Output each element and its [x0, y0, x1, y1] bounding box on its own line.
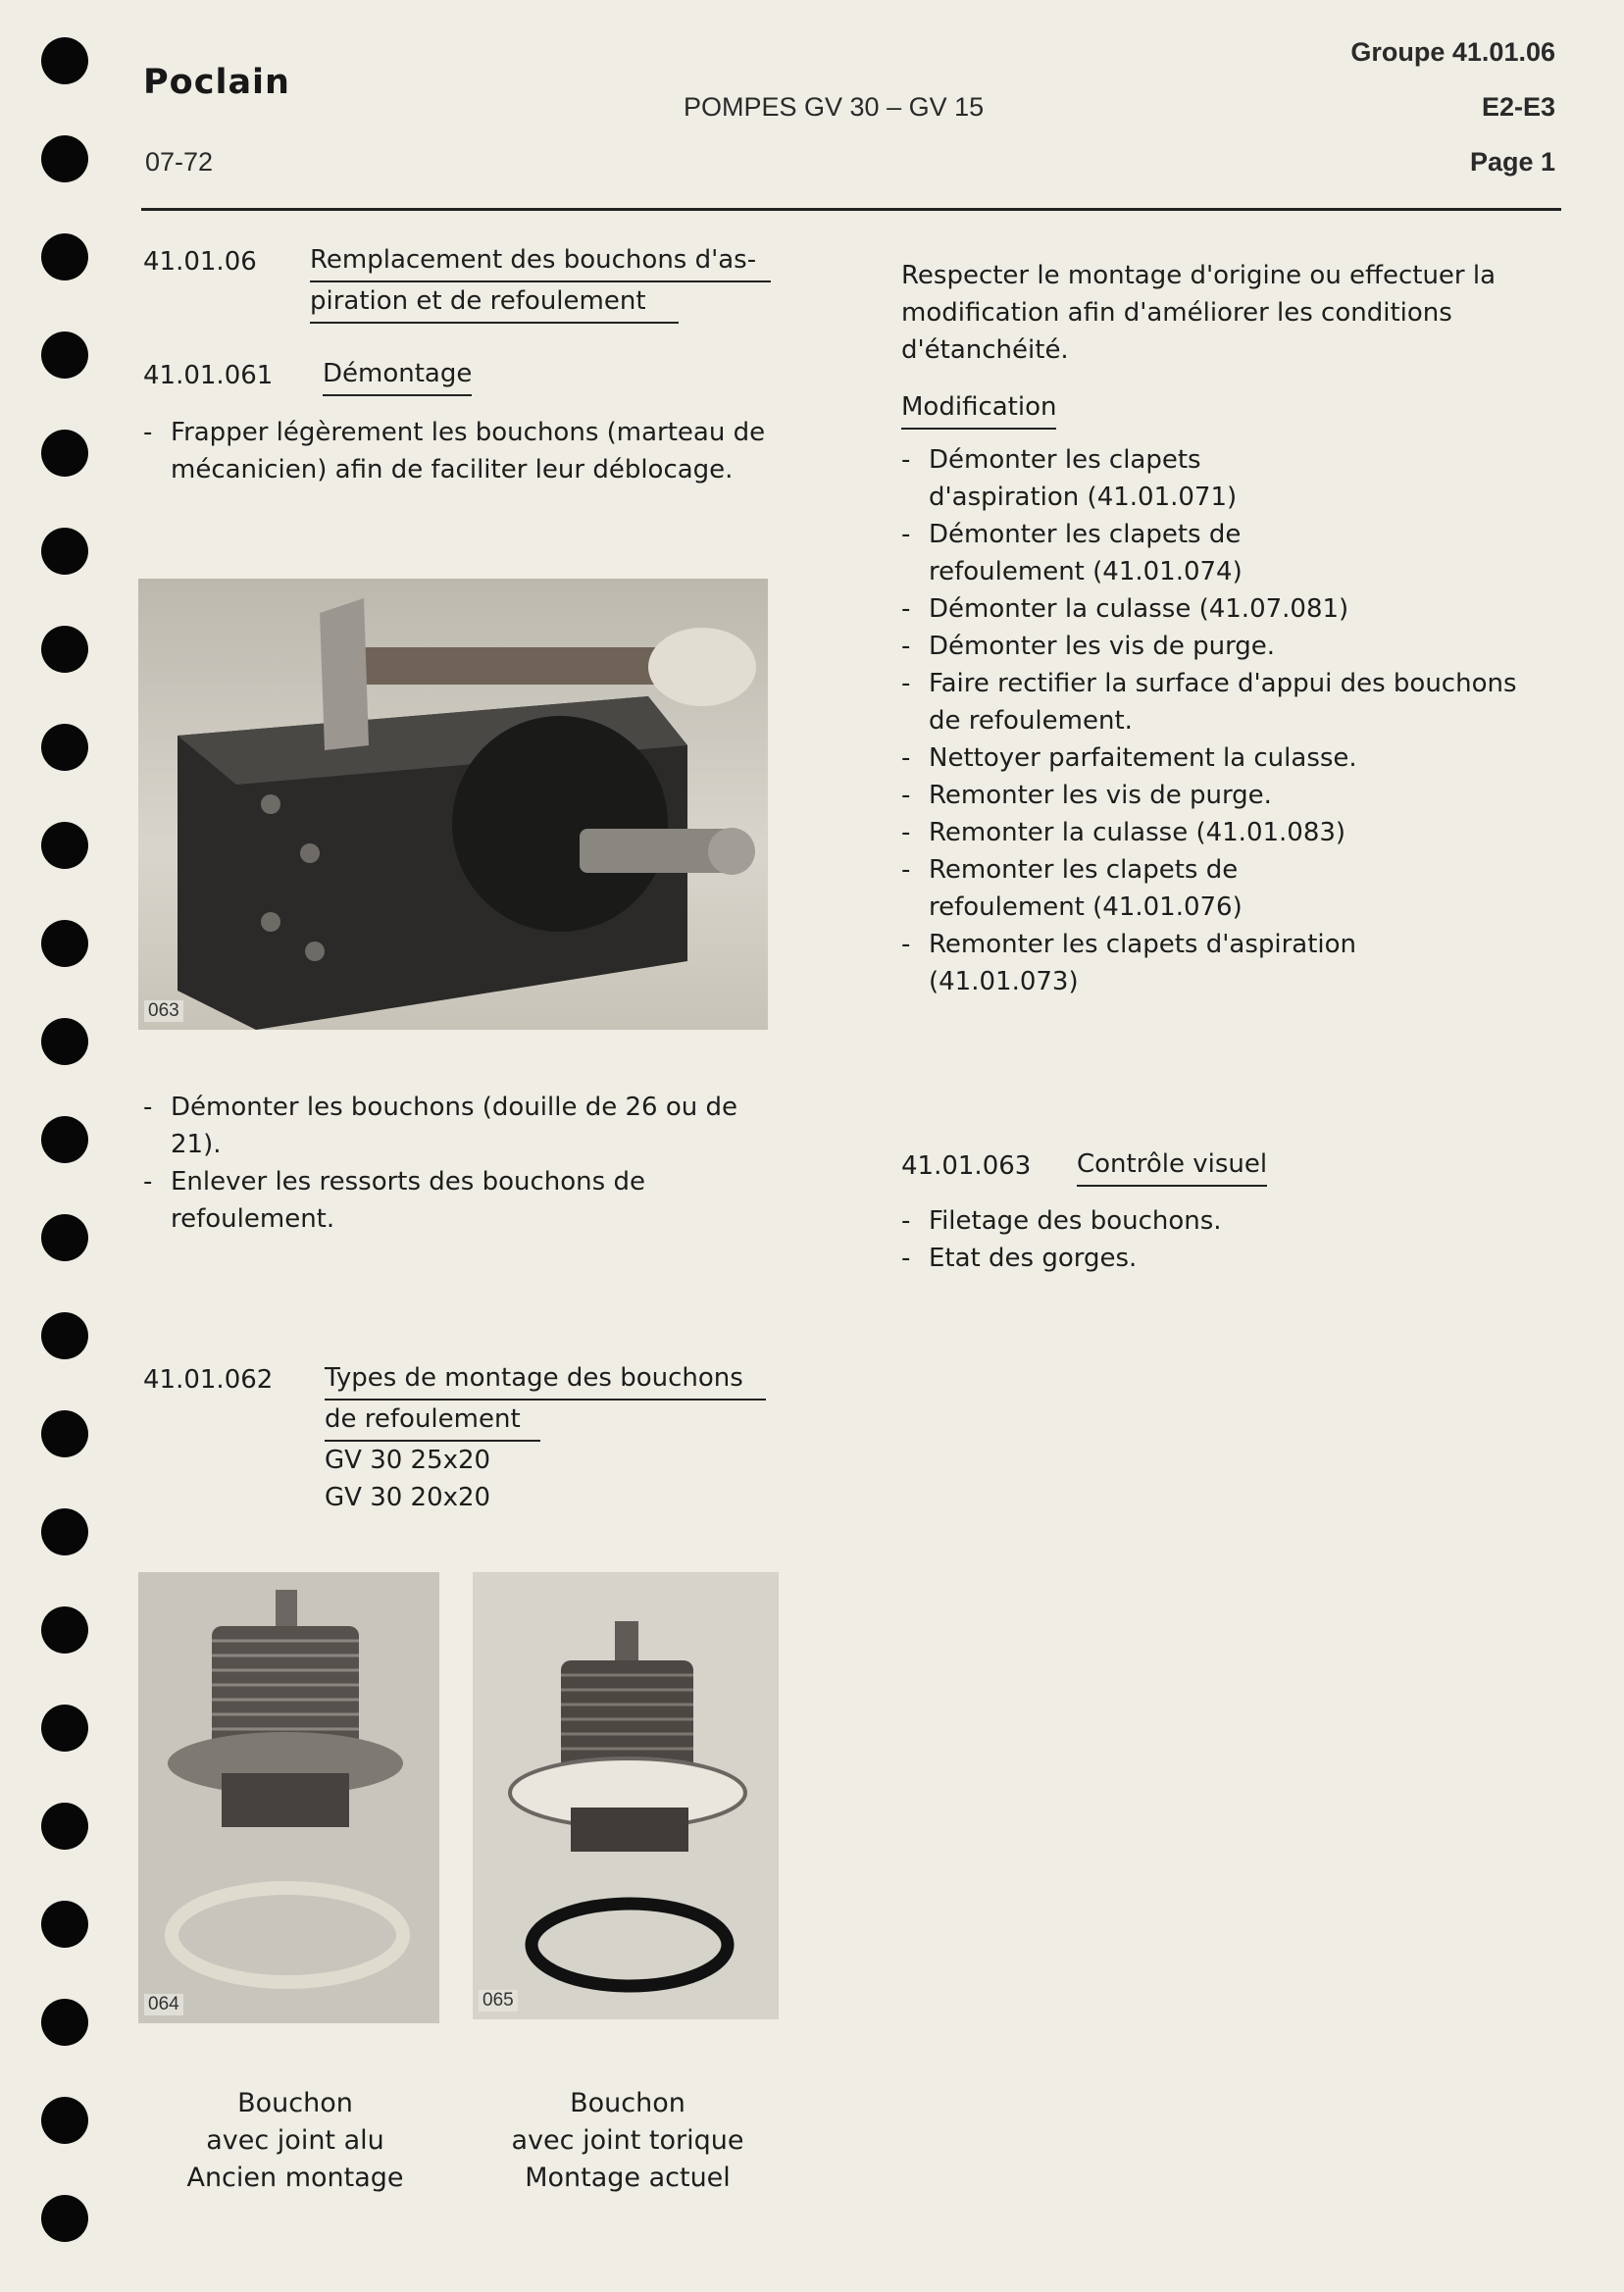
instruction-list: [143, 414, 781, 488]
list-item: - Remonter les vis de purge.: [901, 777, 1529, 814]
binder-hole: [41, 1508, 88, 1555]
binder-hole: [41, 2097, 88, 2144]
header-rule: [141, 208, 1561, 211]
caption-line: Bouchon: [570, 2088, 685, 2118]
section-title: [310, 241, 771, 324]
section-title: Contrôle visuel: [1077, 1146, 1267, 1187]
caption-line: Bouchon: [237, 2088, 353, 2118]
section-title: Démontage: [323, 355, 472, 396]
pump-hammer-illustration: [138, 579, 768, 1030]
binder-hole: [41, 1606, 88, 1654]
binder-hole: [41, 822, 88, 869]
list-item: - Etat des gorges.: [901, 1240, 1529, 1277]
binder-hole: [41, 430, 88, 477]
list-item: - Frapper légèrement les bouchons (marteau de mécanicien) afin de faciliter leur déblocage.: [143, 414, 781, 488]
binder-hole: [41, 1116, 88, 1163]
binder-hole: [41, 37, 88, 84]
caption-line: avec joint alu: [206, 2125, 384, 2156]
model-label: GV 30 25x20: [325, 1446, 491, 1475]
photo-label: 063: [144, 1000, 183, 1022]
instruction-list: [143, 1089, 790, 1238]
section-title-line: de refoulement: [325, 1401, 540, 1442]
binder-hole: [41, 1999, 88, 2046]
list-item: - Remonter la culasse (41.01.083): [901, 814, 1529, 851]
list-item: - Remonter les clapets de refoulement (41.01.076): [901, 851, 1380, 926]
binder-hole: [41, 135, 88, 182]
binder-hole: [41, 331, 88, 379]
caption-line: Montage actuel: [525, 2163, 731, 2193]
binder-hole: [41, 1901, 88, 1948]
photo-caption: [138, 2085, 452, 2197]
list-item: - Démonter les bouchons (douille de 26 ou de 21).: [143, 1089, 790, 1163]
binder-hole: [41, 920, 88, 967]
list-item: - Faire rectifier la surface d'appui des bouchons de refoulement.: [901, 665, 1529, 739]
photo-plug-alu-seal: [138, 1572, 439, 2023]
model-label: GV 30 20x20: [325, 1483, 491, 1512]
list-item: - Démonter les clapets de refoulement (41.01.074): [901, 516, 1341, 590]
inspection-list: [901, 1202, 1529, 1277]
caption-line: Ancien montage: [186, 2163, 404, 2193]
list-item: - Remonter les clapets d'aspiration (41.01.073): [901, 926, 1360, 1000]
section-number: 41.01.062: [143, 1365, 274, 1395]
list-item: - Démonter les vis de purge.: [901, 628, 1529, 665]
photo-pump-hammer: [138, 579, 768, 1030]
binder-hole: [41, 1803, 88, 1850]
page-number: Page 1: [1469, 147, 1555, 177]
modification-list: [901, 441, 1529, 1000]
binder-hole: [41, 233, 88, 280]
binder-hole: [41, 1312, 88, 1359]
list-item: - Filetage des bouchons.: [901, 1202, 1529, 1240]
binder-hole: [41, 626, 88, 673]
list-item: - Démonter la culasse (41.07.081): [901, 590, 1529, 628]
photo-caption: [471, 2085, 785, 2197]
section-title: [325, 1359, 766, 1516]
group-number: Groupe 41.01.06: [1350, 37, 1555, 67]
photo-plug-o-ring: [473, 1572, 779, 2019]
section-number: 41.01.06: [143, 247, 257, 277]
binder-hole: [41, 2195, 88, 2242]
binder-hole: [41, 528, 88, 575]
modification-title: Modification: [901, 388, 1056, 430]
document-title: POMPES GV 30 – GV 15: [684, 92, 985, 122]
intro-paragraph: Respecter le montage d'origine ou effectuer la modification afin d'améliorer les conditions d'étanchéité.: [901, 261, 1497, 365]
section-title-line: Types de montage des bouchons: [325, 1359, 766, 1401]
list-item: - Enlever les ressorts des bouchons de refoulement.: [143, 1163, 790, 1238]
section-title-line: piration et de refoulement: [310, 282, 679, 324]
document-code: E2-E3: [1481, 92, 1555, 122]
caption-line: avec joint torique: [511, 2125, 744, 2156]
plug-o-ring-illustration: [473, 1572, 779, 2019]
section-title-line: Remplacement des bouchons d'as-: [310, 241, 771, 282]
photo-label: 064: [144, 1994, 183, 2015]
document-date: 07-72: [145, 147, 214, 177]
photo-label: 065: [479, 1990, 518, 2012]
binder-hole: [41, 1018, 88, 1065]
brand-logo: Poclain: [143, 63, 290, 102]
plug-alu-illustration: [138, 1572, 439, 2023]
binder-hole: [41, 1410, 88, 1457]
list-item: - Démonter les clapets d'aspiration (41.01.071): [901, 441, 1301, 516]
section-number: 41.01.061: [143, 361, 274, 390]
section-number: 41.01.063: [901, 1151, 1032, 1181]
list-item: - Nettoyer parfaitement la culasse.: [901, 739, 1529, 777]
binder-hole: [41, 1214, 88, 1261]
binder-hole: [41, 724, 88, 771]
binder-hole: [41, 1705, 88, 1752]
